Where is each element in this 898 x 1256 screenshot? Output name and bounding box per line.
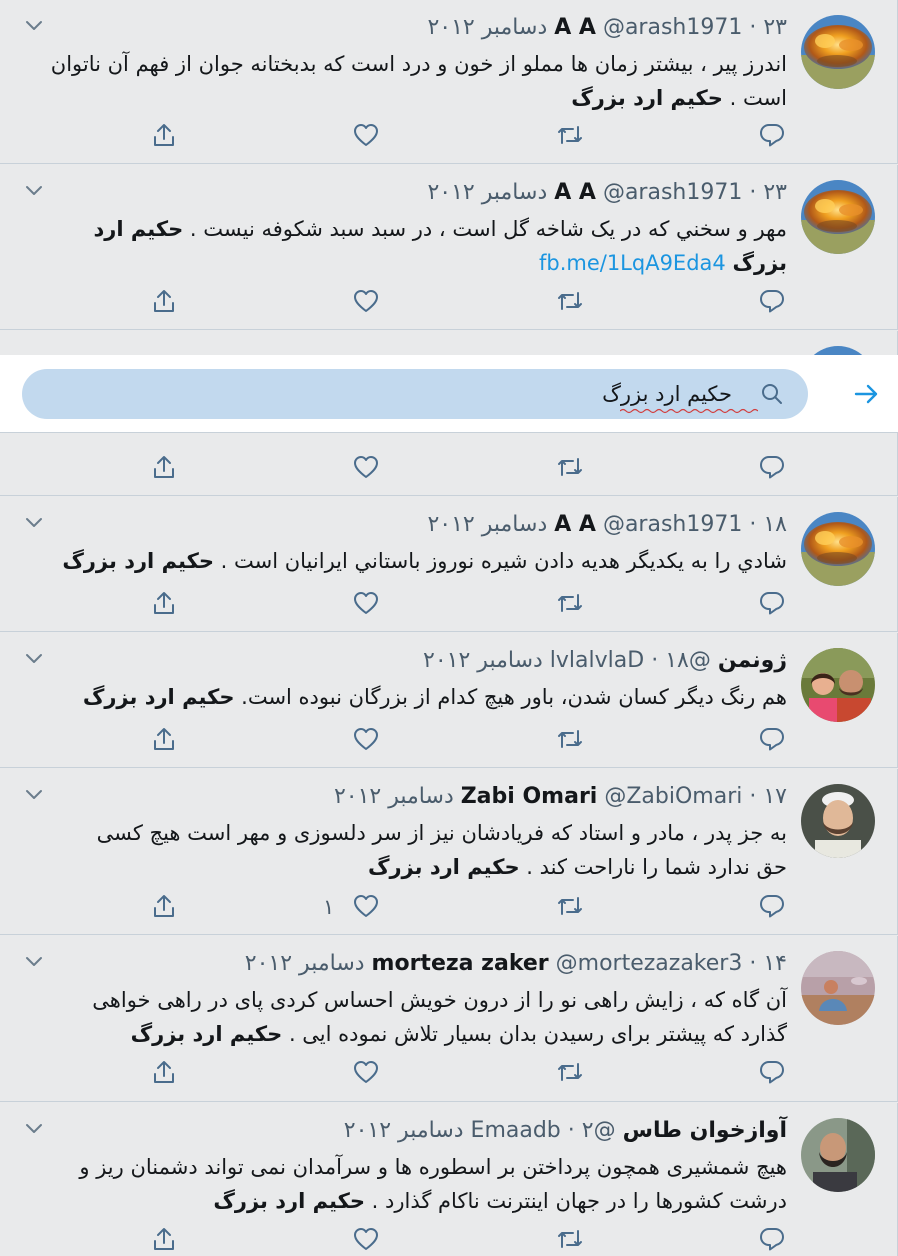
- tweet-line: اندرز پیر ، بیشتر زمان ها مملو از خون و درد است که بدبختانه جوان از فهم آن ناتوان: [50, 52, 787, 76]
- author-handle[interactable]: @arash1971: [602, 15, 743, 40]
- tweet-line: حق ندارد شما را ناراحت کند .: [526, 855, 787, 879]
- tweet-text: [17, 212, 787, 280]
- retweet-icon[interactable]: [556, 589, 584, 617]
- heart-icon[interactable]: [352, 892, 380, 920]
- reply-icon[interactable]: [758, 287, 786, 315]
- author-name[interactable]: Zabi Omari: [460, 784, 598, 809]
- separator: ·: [749, 512, 757, 537]
- author-name[interactable]: morteza zaker: [371, 951, 549, 976]
- tweet-line: مهر و سخني که در یک شاخه گل است ، در سبد سبد شکوفه نیست .: [189, 217, 787, 241]
- tweet-date[interactable]: ۱۸ دسامبر ۲۰۱۲: [427, 512, 787, 537]
- retweet-icon[interactable]: [556, 892, 584, 920]
- tweet-line: به جز پدر ، مادر و استاد که فریادشان نیز از سر دلسوزی و مهر است هیچ کسی: [96, 821, 787, 845]
- author-name[interactable]: A A: [554, 15, 596, 40]
- chevron-down-icon[interactable]: [24, 183, 44, 197]
- tweet-header: [344, 1116, 787, 1146]
- spellcheck-underline: [620, 408, 758, 414]
- tweet-actions: [0, 287, 898, 317]
- tweet-card[interactable]: [0, 497, 898, 632]
- separator: ·: [749, 15, 757, 40]
- avatar[interactable]: [801, 951, 875, 1025]
- retweet-icon[interactable]: [556, 1225, 584, 1253]
- hashtag-text: حکیم ارد بزرگ: [213, 1189, 365, 1213]
- tweet-text: [17, 544, 787, 578]
- tweet-header: [427, 13, 787, 43]
- author-name[interactable]: A A: [554, 512, 596, 537]
- tweet-card[interactable]: [0, 769, 898, 935]
- tweet-header: [245, 949, 787, 979]
- avatar[interactable]: [801, 648, 875, 722]
- avatar[interactable]: [801, 15, 875, 89]
- tweet-line: آن گاه که ، زایش راهی نو را از درون خویش احساس کردی پای در راهی خواهی: [92, 988, 787, 1012]
- search-icon[interactable]: [760, 382, 784, 406]
- reply-icon[interactable]: [758, 121, 786, 149]
- author-handle[interactable]: @ZabiOmari: [604, 784, 743, 809]
- tweet-card[interactable]: [0, 1103, 898, 1256]
- retweet-icon[interactable]: [556, 725, 584, 753]
- separator: ·: [749, 180, 757, 205]
- heart-icon[interactable]: [352, 287, 380, 315]
- tweet-card[interactable]: [0, 633, 898, 768]
- tweet-date[interactable]: ۱۸ دسامبر ۲۰۱۲: [423, 648, 689, 673]
- tweet-header: [427, 510, 787, 540]
- tweet-card[interactable]: [0, 165, 898, 330]
- reply-icon[interactable]: [758, 453, 786, 481]
- search-field[interactable]: [22, 369, 808, 419]
- author-name[interactable]: ژونمن: [717, 648, 787, 673]
- search-bar: [0, 355, 898, 433]
- separator: ·: [651, 648, 659, 673]
- author-handle[interactable]: @arash1971: [602, 512, 743, 537]
- heart-icon[interactable]: [352, 1058, 380, 1086]
- tweet-actions: [0, 892, 898, 922]
- tweet-actions: [0, 589, 898, 619]
- tweet-card[interactable]: [0, 0, 898, 164]
- share-icon[interactable]: [150, 589, 178, 617]
- tweet-card[interactable]: [0, 936, 898, 1102]
- retweet-icon[interactable]: [556, 121, 584, 149]
- heart-icon[interactable]: [352, 453, 380, 481]
- hashtag-text: حکیم ارد: [93, 217, 184, 241]
- share-icon[interactable]: [150, 725, 178, 753]
- share-icon[interactable]: [150, 287, 178, 315]
- chevron-down-icon[interactable]: [24, 1121, 44, 1135]
- share-icon[interactable]: [150, 453, 178, 481]
- tweet-header: [427, 178, 787, 208]
- tweet-header: [334, 782, 787, 812]
- author-name[interactable]: A A: [554, 180, 596, 205]
- author-handle[interactable]: @arash1971: [602, 180, 743, 205]
- author-name[interactable]: آوازخوان طاس: [622, 1118, 787, 1143]
- tweet-date[interactable]: ۱۴ دسامبر ۲۰۱۲: [244, 951, 787, 976]
- avatar[interactable]: [801, 1118, 875, 1192]
- author-handle[interactable]: @Emaadb: [470, 1118, 616, 1143]
- tweet-actions: [0, 1058, 898, 1088]
- author-handle[interactable]: @lvlalvlaD: [549, 648, 711, 673]
- chevron-down-icon[interactable]: [24, 954, 44, 968]
- tweet-text: [17, 47, 787, 115]
- avatar[interactable]: [801, 180, 875, 254]
- arrow-right-icon[interactable]: [852, 380, 880, 408]
- tweet-line: شادي را به یکدیگر هدیه دادن شیره نوروز باستاني ایرانیان است .: [220, 549, 787, 573]
- separator: ·: [749, 951, 757, 976]
- chevron-down-icon[interactable]: [24, 515, 44, 529]
- tweet-text: [17, 680, 787, 714]
- retweet-icon[interactable]: [556, 287, 584, 315]
- tweet-text: [17, 983, 787, 1051]
- hashtag-text: حکیم ارد بزرگ: [130, 1022, 283, 1046]
- tweet-header: [423, 646, 787, 676]
- tweet-actions: [0, 121, 898, 151]
- hashtag-text: بزرگ: [732, 251, 787, 275]
- reply-icon[interactable]: [758, 725, 786, 753]
- tweet-date[interactable]: ۲ دسامبر ۲۰۱۲: [343, 1118, 594, 1143]
- heart-icon[interactable]: [352, 725, 380, 753]
- hashtag-text: حکیم ارد بزرگ: [62, 549, 214, 573]
- tweet-date[interactable]: ۲۳ دسامبر ۲۰۱۲: [427, 180, 787, 205]
- tweet-date[interactable]: ۲۳ دسامبر ۲۰۱۲: [427, 15, 787, 40]
- tweet-line: است .: [729, 86, 787, 110]
- author-handle[interactable]: @mortezazaker3: [555, 951, 743, 976]
- chevron-down-icon[interactable]: [24, 18, 44, 32]
- share-icon[interactable]: [150, 892, 178, 920]
- share-icon[interactable]: [150, 1058, 178, 1086]
- reply-icon[interactable]: [758, 1225, 786, 1253]
- reply-icon[interactable]: [758, 892, 786, 920]
- tweet-date[interactable]: ۱۷ دسامبر ۲۰۱۲: [333, 784, 787, 809]
- reply-icon[interactable]: [758, 589, 786, 617]
- hashtag-text: حکیم ارد بزرگ: [82, 685, 235, 709]
- tweet-line: درشت کشورها را در جهان اینترنت ناکام گذارد .: [371, 1189, 787, 1213]
- heart-icon[interactable]: [352, 589, 380, 617]
- heart-icon[interactable]: [352, 1225, 380, 1253]
- share-icon[interactable]: [150, 121, 178, 149]
- like-count: ۱: [323, 895, 335, 919]
- chevron-down-icon[interactable]: [24, 787, 44, 801]
- separator: ·: [567, 1118, 575, 1143]
- heart-icon[interactable]: [352, 121, 380, 149]
- chevron-down-icon[interactable]: [24, 651, 44, 665]
- reply-icon[interactable]: [758, 1058, 786, 1086]
- hashtag-text: حکیم ارد بزرگ: [571, 86, 723, 110]
- hashtag-text: حکیم ارد بزرگ: [367, 855, 520, 879]
- tweet-actions: [0, 453, 898, 483]
- tweet-line: هیچ شمشیری همچون پرداختن بر اسطوره ها و سرآمدان نمی تواند دشمنان ریز و: [79, 1155, 787, 1179]
- avatar[interactable]: [801, 512, 875, 586]
- tweet-text: [17, 816, 787, 884]
- separator: ·: [749, 784, 757, 809]
- tweet-line: هم رنگ دیگر کسان شدن، باور هیچ کدام از بزرگان نبوده است.: [241, 685, 787, 709]
- tweet-actions: [0, 725, 898, 755]
- retweet-icon[interactable]: [556, 1058, 584, 1086]
- search-input[interactable]: [132, 378, 732, 410]
- share-icon[interactable]: [150, 1225, 178, 1253]
- tweet-line: گذارد که پیشتر برای رسیدن بدان بسیار تلاش نموده ایی .: [288, 1022, 787, 1046]
- avatar[interactable]: [801, 784, 875, 858]
- retweet-icon[interactable]: [556, 453, 584, 481]
- tweet-text: [17, 1150, 787, 1218]
- tweet-link[interactable]: fb.me/1LqA9Eda4: [538, 251, 726, 275]
- tweet-actions: [0, 1225, 898, 1255]
